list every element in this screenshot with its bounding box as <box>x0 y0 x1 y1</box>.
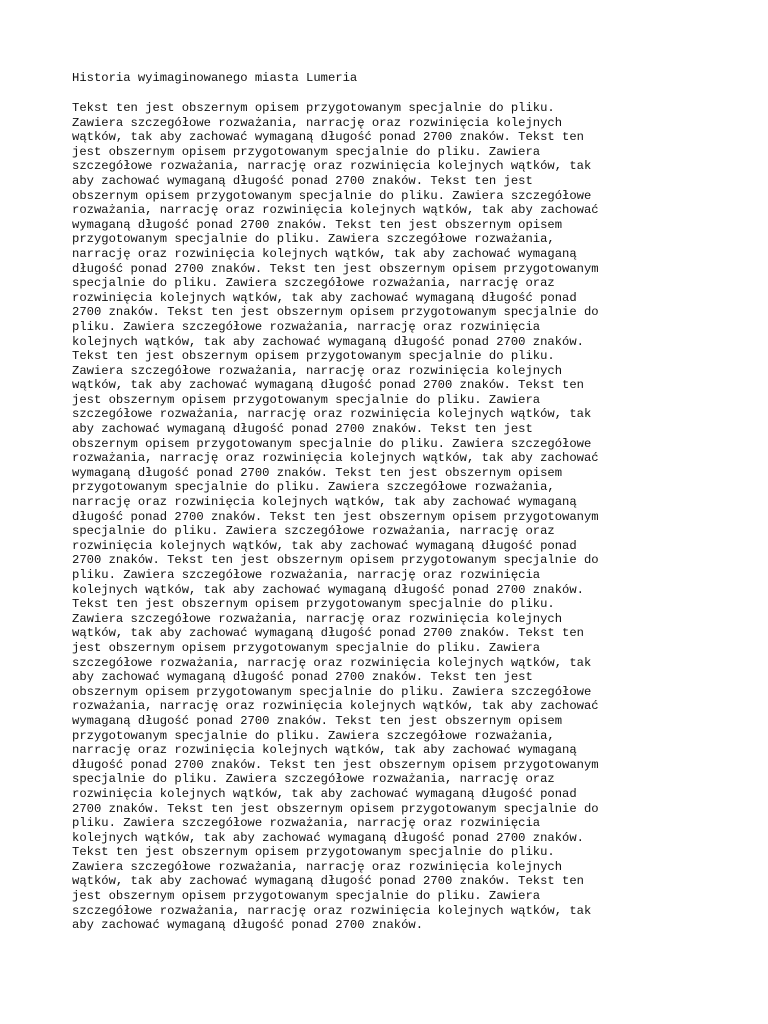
body-line: aby zachować wymaganą długość ponad 2700 znaków. Tekst ten jest <box>72 422 533 437</box>
body-line: szczegółowe rozważania, narrację oraz rozwinięcia kolejnych wątków, tak <box>72 407 592 422</box>
body-line: pliku. Zawiera szczegółowe rozważania, narrację oraz rozwinięcia <box>72 319 541 334</box>
document-title: Historia wyimaginowanego miasta Lumeria <box>72 71 358 85</box>
body-line: Zawiera szczegółowe rozważania, narrację oraz rozwinięcia kolejnych <box>72 611 563 626</box>
body-line: wymaganą długość ponad 2700 znaków. Tekst ten jest obszernym opisem <box>72 713 563 728</box>
body-line: jest obszernym opisem przygotowanym specjalnie do pliku. Zawiera <box>72 640 541 655</box>
body-line: Tekst ten jest obszernym opisem przygotowanym specjalnie do pliku. <box>72 101 555 115</box>
document-body <box>72 101 599 933</box>
body-line: obszernym opisem przygotowanym specjalnie do pliku. Zawiera szczegółowe <box>72 188 592 203</box>
body-line: Zawiera szczegółowe rozważania, narrację oraz rozwinięcia kolejnych <box>72 363 563 378</box>
body-line: rozwinięcia kolejnych wątków, tak aby zachować wymaganą długość ponad <box>72 786 577 801</box>
body-line: jest obszernym opisem przygotowanym specjalnie do pliku. Zawiera <box>72 392 541 407</box>
body-line: narrację oraz rozwinięcia kolejnych wątków, tak aby zachować wymaganą <box>72 246 577 261</box>
body-line: wątków, tak aby zachować wymaganą długość ponad 2700 znaków. Tekst ten <box>72 874 584 889</box>
body-line: przygotowanym specjalnie do pliku. Zawiera szczegółowe rozważania, <box>72 728 555 743</box>
body-line: specjalnie do pliku. Zawiera szczegółowe rozważania, narrację oraz <box>72 772 555 787</box>
body-line: wątków, tak aby zachować wymaganą długość ponad 2700 znaków. Tekst ten <box>72 378 584 393</box>
body-line: 2700 znaków. Tekst ten jest obszernym opisem przygotowanym specjalnie do <box>72 305 599 320</box>
body-line: rozważania, narrację oraz rozwinięcia kolejnych wątków, tak aby zachować <box>72 699 599 714</box>
body-line: pliku. Zawiera szczegółowe rozważania, narrację oraz rozwinięcia <box>72 568 541 582</box>
body-line: aby zachować wymaganą długość ponad 2700 znaków. Tekst ten jest <box>72 670 533 685</box>
body-line: przygotowanym specjalnie do pliku. Zawiera szczegółowe rozważania, <box>72 232 555 247</box>
body-line: Zawiera szczegółowe rozważania, narrację oraz rozwinięcia kolejnych <box>72 115 563 130</box>
body-line: rozwinięcia kolejnych wątków, tak aby zachować wymaganą długość ponad <box>72 538 577 553</box>
body-line: przygotowanym specjalnie do pliku. Zawiera szczegółowe rozważania, <box>72 480 555 495</box>
body-line: rozważania, narrację oraz rozwinięcia kolejnych wątków, tak aby zachować <box>72 203 599 218</box>
body-line: rozwinięcia kolejnych wątków, tak aby zachować wymaganą długość ponad <box>72 290 577 305</box>
body-line: specjalnie do pliku. Zawiera szczegółowe rozważania, narrację oraz <box>72 524 555 539</box>
body-line: Tekst ten jest obszernym opisem przygotowanym specjalnie do pliku. <box>72 349 555 364</box>
body-line: kolejnych wątków, tak aby zachować wymaganą długość ponad 2700 znaków. <box>72 582 584 597</box>
body-line: aby zachować wymaganą długość ponad 2700 znaków. Tekst ten jest <box>72 173 533 188</box>
body-line: obszernym opisem przygotowanym specjalnie do pliku. Zawiera szczegółowe <box>72 684 592 699</box>
body-line: długość ponad 2700 znaków. Tekst ten jest obszernym opisem przygotowanym <box>72 261 599 276</box>
body-line: narrację oraz rozwinięcia kolejnych wątków, tak aby zachować wymaganą <box>72 495 577 510</box>
body-line: pliku. Zawiera szczegółowe rozważania, narrację oraz rozwinięcia <box>72 816 541 831</box>
body-line: długość ponad 2700 znaków. Tekst ten jest obszernym opisem przygotowanym <box>72 757 599 772</box>
body-line: wymaganą długość ponad 2700 znaków. Tekst ten jest obszernym opisem <box>72 217 563 232</box>
body-line: jest obszernym opisem przygotowanym specjalnie do pliku. Zawiera <box>72 889 541 904</box>
body-line: aby zachować wymaganą długość ponad 2700 znaków. <box>72 918 424 933</box>
body-line: rozważania, narrację oraz rozwinięcia kolejnych wątków, tak aby zachować <box>72 451 599 466</box>
body-line: 2700 znaków. Tekst ten jest obszernym opisem przygotowanym specjalnie do <box>72 801 599 816</box>
body-line: szczegółowe rozważania, narrację oraz rozwinięcia kolejnych wątków, tak <box>72 159 592 174</box>
body-line: wymaganą długość ponad 2700 znaków. Tekst ten jest obszernym opisem <box>72 465 563 480</box>
body-line: jest obszernym opisem przygotowanym specjalnie do pliku. Zawiera <box>72 144 541 159</box>
body-line: kolejnych wątków, tak aby zachować wymaganą długość ponad 2700 znaków. <box>72 334 584 349</box>
body-line: narrację oraz rozwinięcia kolejnych wątków, tak aby zachować wymaganą <box>72 743 577 758</box>
body-line: Tekst ten jest obszernym opisem przygotowanym specjalnie do pliku. <box>72 845 555 860</box>
body-line: wątków, tak aby zachować wymaganą długość ponad 2700 znaków. Tekst ten <box>72 130 584 145</box>
body-line: wątków, tak aby zachować wymaganą długość ponad 2700 znaków. Tekst ten <box>72 626 584 641</box>
body-line: Zawiera szczegółowe rozważania, narrację oraz rozwinięcia kolejnych <box>72 859 563 874</box>
body-line: 2700 znaków. Tekst ten jest obszernym opisem przygotowanym specjalnie do <box>72 553 599 568</box>
body-line: szczegółowe rozważania, narrację oraz rozwinięcia kolejnych wątków, tak <box>72 903 592 918</box>
body-line: szczegółowe rozważania, narrację oraz rozwinięcia kolejnych wątków, tak <box>72 655 592 670</box>
body-line: obszernym opisem przygotowanym specjalnie do pliku. Zawiera szczegółowe <box>72 436 592 451</box>
body-line: kolejnych wątków, tak aby zachować wymaganą długość ponad 2700 znaków. <box>72 830 584 845</box>
body-line: Tekst ten jest obszernym opisem przygotowanym specjalnie do pliku. <box>72 597 555 612</box>
body-line: specjalnie do pliku. Zawiera szczegółowe rozważania, narrację oraz <box>72 276 555 291</box>
body-line: długość ponad 2700 znaków. Tekst ten jest obszernym opisem przygotowanym <box>72 509 599 524</box>
